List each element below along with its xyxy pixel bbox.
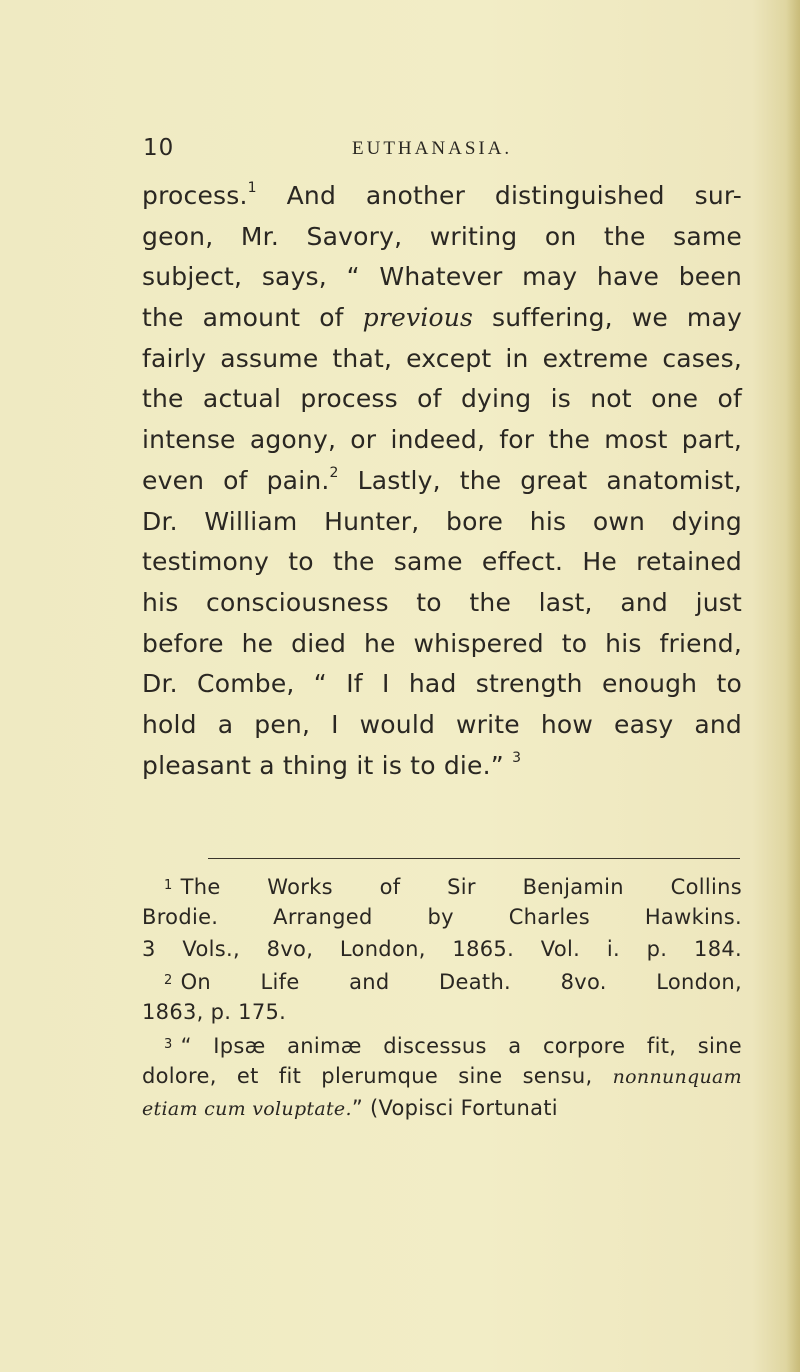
- emphasis: etiam cum voluptate.: [142, 1097, 352, 1120]
- footnote-line: etiam cum voluptate.” (Vopisci Fortunati: [142, 1095, 558, 1120]
- text-line: pleasant a thing it is to die.” $^3$: [142, 749, 522, 780]
- footnote-line: $^3$ “ Ipsæ animæ discessus a corpore fit, sine: [164, 1033, 742, 1058]
- footnote-ref: 2: [329, 464, 339, 481]
- footnote-ref: 1: [247, 180, 257, 196]
- footnote-marker: 1: [164, 878, 173, 893]
- footnote-line: $^2$ On Life and Death. 8vo. London,: [164, 970, 742, 995]
- running-head: [0, 135, 800, 165]
- footnote-line: 3 Vols., 8vo, London, 1865. Vol. i. p. 184.: [142, 936, 742, 961]
- emphasis: nonnunquam: [612, 1065, 742, 1088]
- footnote-line: Brodie. Arranged by Charles Hawkins.: [142, 904, 742, 929]
- footnote-ref: 3: [512, 749, 522, 766]
- text-line: the actual process of dying is not one of: [142, 384, 742, 414]
- text-line: process.$^1$ And another distinguished sur-: [142, 180, 742, 210]
- footnote-marker: 3: [164, 1036, 173, 1052]
- footnote-line: $^1$ The Works of Sir Benjamin Collins: [164, 875, 742, 899]
- text-line: his consciousness to the last, and just: [142, 587, 742, 617]
- footnote-marker: 2: [164, 973, 173, 989]
- text-line: even of pain.$^2$ Lastly, the great anatomist,: [142, 464, 742, 495]
- running-head-title: EUTHANASIA.: [352, 138, 513, 159]
- text-line: before he died he whispered to his friend,: [142, 628, 742, 658]
- footnote-line: dolore, et fit plerumque sine sensu, nonnunquam: [142, 1063, 742, 1088]
- text-line: subject, says, “ Whatever may have been: [142, 262, 742, 292]
- text-line: the amount of previous suffering, we may: [142, 303, 742, 333]
- text-line: testimony to the same effect. He retained: [142, 547, 742, 577]
- footnotes: [142, 870, 742, 1124]
- footnote-divider: [208, 858, 740, 859]
- text-line: intense agony, or indeed, for the most part,: [142, 425, 742, 455]
- body-text: [142, 176, 742, 786]
- text-line: geon, Mr. Savory, writing on the same: [142, 221, 742, 251]
- page-number: 10: [143, 135, 175, 161]
- text-line: fairly assume that, except in extreme cases,: [142, 343, 742, 373]
- text-line: Dr. William Hunter, bore his own dying: [142, 506, 742, 536]
- page-edge-shadow: [786, 0, 800, 1372]
- text-line: Dr. Combe, “ If I had strength enough to: [142, 669, 742, 699]
- text-line: hold a pen, I would write how easy and: [142, 709, 742, 739]
- emphasis: previous: [362, 303, 474, 333]
- footnote-line: 1863, p. 175.: [142, 1000, 287, 1025]
